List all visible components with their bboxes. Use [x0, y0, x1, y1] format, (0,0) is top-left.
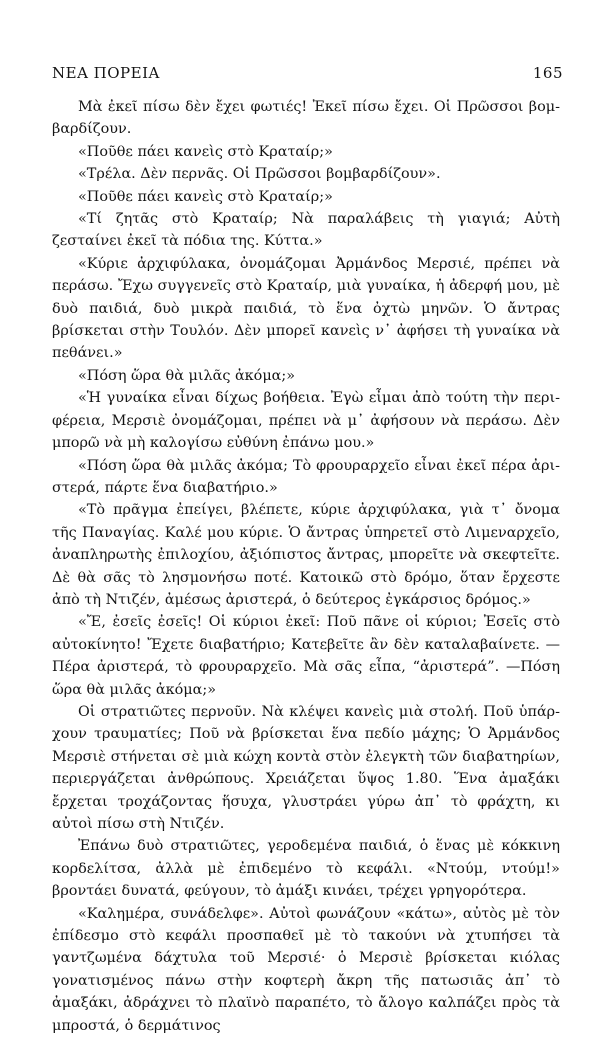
paragraph: «Πόση ὥρα θὰ μιλᾶς ἀκόμα;»	[78, 367, 296, 384]
paragraph: «Πόση ὥρα θὰ μιλᾶς ἀκόμα; Τὸ φρουραρχεῖο εἶναι ἐκεῖ πέρα ἀριστερά, πάρτε ἕνα διαβατήριο.»	[52, 457, 560, 496]
paragraph: «Τί ζητᾶς στὸ Κραταίρ; Νὰ παραλάβεις τὴ γιαγιά; Αὐτὴ ζεσταίνει ἐκεῖ τὰ πόδια της. Κύττα.»	[52, 211, 560, 250]
page-header	[52, 64, 563, 82]
paragraph: «Ἡ γυναίκα εἶναι δίχως βοήθεια. Ἐγὼ εἶμαι ἀπὸ τούτη τὴν περιφέρεια, Μερσιὲ ὀνομάζομαι, πρέπει νὰ μ᾿ ἀφήσουν νὰ περάσω. Δὲν μπορῶ νὰ μὴ καλογίσω εὐθύνη ἐπάνω μου.»	[52, 390, 560, 452]
paragraph: «Κύριε ἀρχιφύλακα, ὀνομάζομαι Ἀρμάνδος Μερσιέ, πρέπει νὰ περάσω. Ἔχω συγγενεῖς στὸ Κραταίρ, μιὰ γυναίκα, ἡ ἀδερφή μου, μὲ δυὸ παιδιά, δυὸ μικρὰ παιδιά, τὸ ἕνα ὀχτὼ μηνῶν. Ὁ ἄντρας βρίσκεται στὴν Τουλόν. Δὲν μπορεῖ κανεὶς ν᾿ ἀφήσει τὴ γυναίκα νὰ πεθάνει.»	[52, 255, 560, 362]
paragraph: «Καλημέρα, συνάδελφε». Αὐτοὶ φωνάζουν «κάτω», αὐτὸς μὲ τὸν ἐπίδεσμο στὸ κεφάλι προσπαθεῖ μὲ τὸ τακούνι νὰ χτυπήσει τὰ γαντζωμένα δάχτυλα τοῦ Μερσιέ· ὁ Μερσιὲ βρίσκεται κιόλας γονατισμένος πάνω στὴν κοφτερὴ ἄκρη τῆς πατωσιᾶς ἀπ᾿ τὸ ἀμαξάκι, ἀδράχνει τὸ πλαϊνὸ παραπέτο, τὸ ἄλογο καλπάζει πρὸς τὰ μπροστά, ὁ δερμάτινος	[52, 905, 560, 1034]
paragraph: «Τὸ πρᾶγμα ἐπείγει, βλέπετε, κύριε ἀρχιφύλακα, γιὰ τ᾿ ὄνομα τῆς Παναγίας. Καλέ μου κύριε. Ὁ ἄντρας ὑπηρετεῖ στὸ Λιμεναρχεῖο, ἀναπληρωτὴς ἐπιλοχίου, ἀξιόπιστος ἄντρας, μπορεῖτε νὰ σκεφτεῖτε. Δὲ θὰ σᾶς τὸ λησμονήσω ποτέ. Κατοικῶ στὸ δρόμο, ὅταν ἔρχεστε ἀπὸ τὴ Ντιζέν, ἀμέσως ἀριστερά, ὁ δεύτερος ἐγκάρσιος δρόμος.»	[52, 502, 560, 608]
paragraph: Οἱ στρατιῶτες περνοῦν. Νὰ κλέψει κανεὶς μιὰ στολή. Ποῦ ὑπάρχουν τραυματίες; Ποῦ νὰ βρίσκεται ἕνα πεδίο μάχης; Ὁ Ἀρμάνδος Μερσιὲ στήνεται σὲ μιὰ κώχη κοντὰ στὸν ἐλεγκτὴ τῶν διαβατηρίων, περιεργάζεται ἀνθρώπους. Χρειάζεται ὕψος 1.80. Ἕνα ἀμαξάκι ἔρχεται τροχάζοντας ἥσυχα, γλυστράει γύρω ἀπ᾿ τὸ φράχτη, κι αὐτοὶ πίσω στὴ Ντιζέν.	[52, 703, 560, 832]
paragraph: «Ἔ, ἐσεῖς ἐσεῖς! Οἱ κύριοι ἐκεῖ: Ποῦ πᾶνε οἱ κύριοι; Ἐσεῖς στὸ αὐτοκίνητο! Ἔχετε διαβατήριο; Κατεβεῖτε ἂν δὲν καταλαβαίνετε. —Πέρα ἀριστερά, τὸ φρουραρχεῖο. Μὰ σᾶς εἶπα, “ἀριστερά”. —Πόση ὥρα θὰ μιλᾶς ἀκόμα;»	[52, 614, 560, 698]
paragraph: Μὰ ἐκεῖ πίσω δὲν ἔχει φωτιές! Ἐκεῖ πίσω ἔχει. Οἱ Πρῶσσοι βομβαρδίζουν.	[52, 99, 560, 138]
paragraph: «Ποῦθε πάει κανεὶς στὸ Κραταίρ;»	[78, 143, 333, 160]
paragraph: «Τρέλα. Δὲν περνᾶς. Οἱ Πρῶσσοι βομβαρδίζουν».	[78, 166, 441, 183]
paragraph: Ἐπάνω δυὸ στρατιῶτες, γεροδεμένα παιδιά, ὁ ἕνας μὲ κόκκινη κορδελίτσα, ἀλλὰ μὲ ἐπιδεμένο τὸ κεφάλι. «Ντούμ, ντούμ!» βροντάει δυνατά, φεύγουν, τὸ ἀμάξι κινάει, τρέχει γρηγορότερα.	[52, 838, 560, 900]
body-text	[52, 96, 560, 1037]
paragraph: «Ποῦθε πάει κανεὶς στὸ Κραταίρ;»	[78, 188, 333, 205]
running-title: ΝΕΑ ΠΟΡΕΙΑ	[52, 64, 160, 82]
page-number: 165	[532, 64, 563, 82]
